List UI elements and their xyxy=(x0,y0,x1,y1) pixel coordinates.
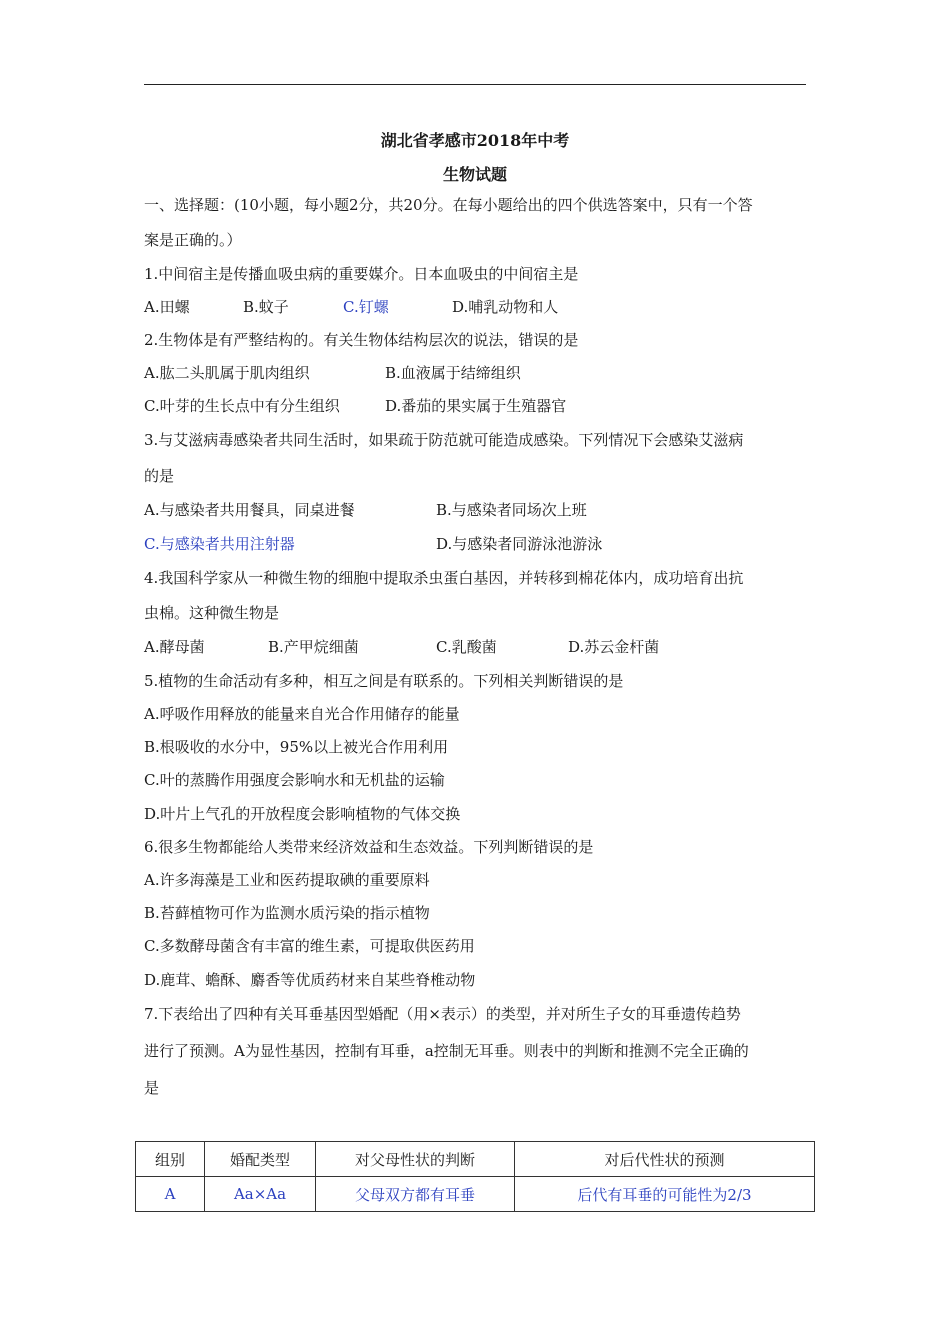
q3-stem-line2: 的是 xyxy=(144,467,175,485)
q4-stem-line1: 4.我国科学家从一种微生物的细胞中提取杀虫蛋白基因，并转移到棉花体内，成功培育出抗 xyxy=(144,569,744,587)
table-cell: A xyxy=(136,1177,205,1212)
q4-option-a: A.酵母菌 xyxy=(144,638,205,656)
q2-option-b: B.血液属于结缔组织 xyxy=(385,364,521,382)
table-cell: 后代有耳垂的可能性为2/3 xyxy=(515,1177,815,1212)
section-intro-line1: 一、选择题：(10小题，每小题2分，共20分。在每小题给出的四个供选答案中，只有一个答 xyxy=(144,196,753,214)
q4-stem-line2: 虫棉。这种微生物是 xyxy=(144,604,280,622)
q3-option-d: D.与感染者同游泳池游泳 xyxy=(436,535,603,553)
header-rule xyxy=(144,84,806,85)
q5-option-b: B.根吸收的水分中，95%以上被光合作用利用 xyxy=(144,738,449,756)
table-row xyxy=(136,1177,815,1212)
table-header-cell: 对父母性状的判断 xyxy=(316,1142,515,1177)
q1-option-d: D.哺乳动物和人 xyxy=(452,298,559,316)
q2-option-a: A.肱二头肌属于肌肉组织 xyxy=(144,364,310,382)
q4-option-b: B.产甲烷细菌 xyxy=(268,638,359,656)
q3-option-c: C.与感染者共用注射器 xyxy=(144,535,295,553)
q3-option-b: B.与感染者同场次上班 xyxy=(436,501,587,519)
q5-option-c: C.叶的蒸腾作用强度会影响水和无机盐的运输 xyxy=(144,771,445,789)
table-header-cell: 婚配类型 xyxy=(205,1142,316,1177)
table-header-row xyxy=(136,1142,815,1177)
q6-stem: 6.很多生物都能给人类带来经济效益和生态效益。下列判断错误的是 xyxy=(144,838,594,856)
section-intro-line2: 案是正确的。） xyxy=(144,231,242,249)
q4-option-c: C.乳酸菌 xyxy=(436,638,497,656)
q2-option-c: C.叶芽的生长点中有分生组织 xyxy=(144,397,340,415)
q7-stem-line3: 是 xyxy=(144,1079,160,1097)
table-header-cell: 对后代性状的预测 xyxy=(515,1142,815,1177)
q3-option-a: A.与感染者共用餐具，同桌进餐 xyxy=(144,501,355,519)
q5-option-d: D.叶片上气孔的开放程度会影响植物的气体交换 xyxy=(144,805,461,823)
q6-option-c: C.多数酵母菌含有丰富的维生素，可提取供医药用 xyxy=(144,937,475,955)
q4-option-d: D.苏云金杆菌 xyxy=(568,638,660,656)
q6-option-d: D.鹿茸、蟾酥、麝香等优质药材来自某些脊椎动物 xyxy=(144,971,476,989)
q5-stem: 5.植物的生命活动有多种，相互之间是有联系的。下列相关判断错误的是 xyxy=(144,672,624,690)
q1-option-b: B.蚊子 xyxy=(243,298,289,316)
q2-option-d: D.番茄的果实属于生殖器官 xyxy=(385,397,567,415)
q1-option-a: A.田螺 xyxy=(144,298,190,316)
q1-option-c: C.钉螺 xyxy=(343,298,389,316)
table-header-cell: 组别 xyxy=(136,1142,205,1177)
q5-option-a: A.呼吸作用释放的能量来自光合作用储存的能量 xyxy=(144,705,460,723)
q2-stem: 2.生物体是有严整结构的。有关生物体结构层次的说法，错误的是 xyxy=(144,331,579,349)
q7-table xyxy=(135,1141,815,1212)
table-cell: 父母双方都有耳垂 xyxy=(316,1177,515,1212)
exam-title: 湖北省孝感市2018年中考 xyxy=(380,131,570,150)
q7-stem-line2: 进行了预测。A为显性基因，控制有耳垂，a控制无耳垂。则表中的判断和推测不完全正确的 xyxy=(144,1042,749,1060)
q3-stem-line1: 3.与艾滋病毒感染者共同生活时，如果疏于防范就可能造成感染。下列情况下会感染艾滋病 xyxy=(144,431,744,449)
q1-stem: 1.中间宿主是传播血吸虫病的重要媒介。日本血吸虫的中间宿主是 xyxy=(144,265,579,283)
q6-option-a: A.许多海藻是工业和医药提取碘的重要原料 xyxy=(144,871,430,889)
q7-stem-line1: 7.下表给出了四种有关耳垂基因型婚配（用×表示）的类型，并对所生子女的耳垂遗传趋势 xyxy=(144,1005,741,1023)
q6-option-b: B.苔藓植物可作为监测水质污染的指示植物 xyxy=(144,904,430,922)
table-cell: Aa×Aa xyxy=(205,1177,316,1212)
exam-subtitle: 生物试题 xyxy=(442,165,507,184)
